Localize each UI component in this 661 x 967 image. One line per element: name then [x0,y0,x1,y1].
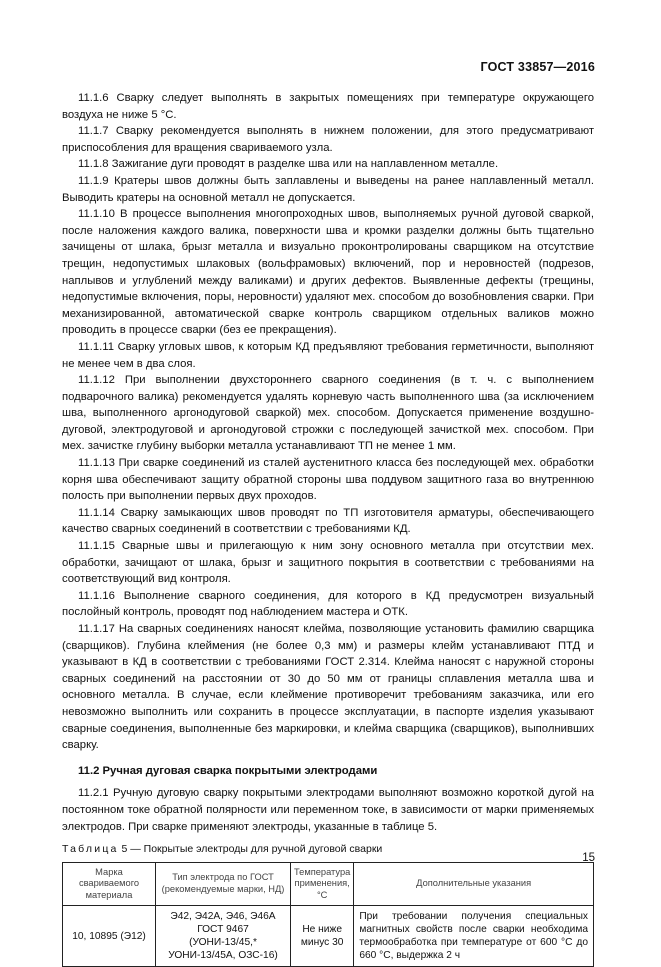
paragraph-11-1-16: 11.1.16 Выполнение сварного соединения, для которого в КД предусмотрен визуальный послойный контроль, проводят под наблюдением мастера и ОТК. [62,589,594,619]
header-temperature: Температура применения, °С [291,862,354,906]
electrode-line: Э42, Э42А, Э46, Э46А [170,911,276,923]
section-title-11-2: 11.2 Ручная дуговая сварка покрытыми электродами [78,764,378,777]
temperature-line: Не ниже [302,924,342,936]
paragraph-11-1-14: 11.1.14 Сварку замыкающих швов проводят по ТП изготовителя арматуры, обеспечивающего качество сварных соединений в соответствии с требованиями КД. [62,506,594,536]
paragraph-11-1-6: 11.1.6 Сварку следует выполнять в закрытых помещениях при температуре окружающего воздуха не ниже 5 °С. [62,92,594,121]
cell-temperature [291,906,354,967]
paragraph-11-1-12: 11.1.12 При выполнении двухстороннего сварного соединения (в т. ч. с выполнением подварочного валика) рекомендуется удалять корневую часть выполненного шва (за исключением шва, выполненного аргонодуговой сваркой) мех. способом. Допускается применение воздушно-дуговой, электродуговой и аргонодуговой строжки с последующей зачисткой мех. способом. При мех. зачистке глубину выборки металла устанавливают ТП не менее 1 мм. [62,374,594,453]
header-electrode-type: Тип электрода по ГОСТ (рекомендуемые марки, НД) [156,862,291,906]
standard-header: ГОСТ 33857—2016 [480,60,595,74]
paragraph-11-1-11: 11.1.11 Сварку угловых швов, к которым КД предъявляют требования герметичности, выполняют не менее чем в два слоя. [62,340,594,370]
table-header-row [63,862,594,906]
cell-notes: При требовании получения специальных магнитных свойств после сварки необходима термообработка при температуре от 600 °С до 660 °С, выдержка 2 ч [354,906,594,967]
page-number: 15 [582,852,595,864]
electrode-line: УОНИ-13/45А, ОЗС-16) [168,950,278,962]
electrodes-table [62,862,594,967]
paragraph-11-1-8: 11.1.8 Зажигание дуги проводят в разделке шва или на наплавленном металле. [78,158,499,171]
table-caption-word: Таблица [62,843,119,856]
paragraph-11-1-17: 11.1.17 На сварных соединениях наносят клейма, позволяющие установить фамилию сварщика (сварщиков). Глубина клеймения (не более 0,3 мм) и размеры клейм устанавливают ПТД и указывают в КД в соответствии с требованиями ГОСТ 2.314. Клейма наносят с наружной стороны сварных соединений на расстоянии от 30 до 50 мм от границы сплавления металла шва и основного металла. В случае, если клеймение противоречит требованиям заказчика, или его невозможно выполнить или сохранить в процессе эксплуатации, в паспорте изделия указывают сварные соединения, выполненные без маркировки, и клейма сварщика (сварщиков), выполнивших сварку. [62,623,594,752]
table-caption-text: 5 — Покрытые электроды для ручной дуговой сварки [121,843,383,856]
temperature-line: минус 30 [300,937,344,949]
paragraph-11-2-1: 11.2.1 Ручную дуговую сварку покрытыми электродами выполняют возможно короткой дугой на постоянном токе обратной полярности или переменном токе, в зависимости от марки применяемых электродов. При сварке применяют электроды, указанные в таблице 5. [62,787,594,833]
header-notes: Дополнительные указания [354,862,594,906]
table-caption [62,841,594,858]
table-row [63,906,594,967]
paragraph-11-1-10: 11.1.10 В процессе выполнения многопроходных швов, выполняемых ручной дуговой сваркой, после наложения каждого валика, поверхности шва и кромки разделки должны быть тщательно зачищены от шлака, брызг металла и визуально проконтролированы сварщиком на отсутствие трещин, недопустимых шлаковых (вольфрамовых) включений, пор и неровностей (подрезов, наплывов и углублений между валиками) и других дефектов. Выявленные дефекты (трещины, недопустимые включения, поры, неровности) удаляют мех. способом до возобновления сварки. При механизированной, автоматической сварке контроль сварщиком отдельных валиков можно проводить в процессе сварки (без ее прекращения). [62,208,594,337]
paragraph-11-1-13: 11.1.13 При сварке соединений из сталей аустенитного класса без последующей мех. обработки корня шва обеспечивают защиту обратной стороны шва поддувом защитного газа во внутреннюю полость при выполнении первых двух проходов. [62,457,594,503]
electrode-line: (УОНИ-13/45,* [189,937,257,949]
cell-electrode-type [156,906,291,967]
page-content [62,90,594,967]
paragraph-11-1-7: 11.1.7 Сварку рекомендуется выполнять в нижнем положении, для этого предусматривают приспособления для вращения свариваемого узла. [62,125,594,154]
electrode-line: ГОСТ 9467 [197,924,249,936]
paragraph-11-1-15: 11.1.15 Сварные швы и прилегающую к ним зону основного металла при отсутствии мех. обработки, зачищают от шлака, брызг и защитного покрытия в соответствии с требованиями на соответствующий вид контроля. [62,540,594,586]
header-material: Марка свариваемого материала [63,862,156,906]
cell-material: 10, 10895 (Э12) [63,906,156,967]
paragraph-11-1-9: 11.1.9 Кратеры швов должны быть заплавлены и выведены на ранее наплавленный металл. Выводить кратеры на основной металл не допускается. [62,174,594,204]
